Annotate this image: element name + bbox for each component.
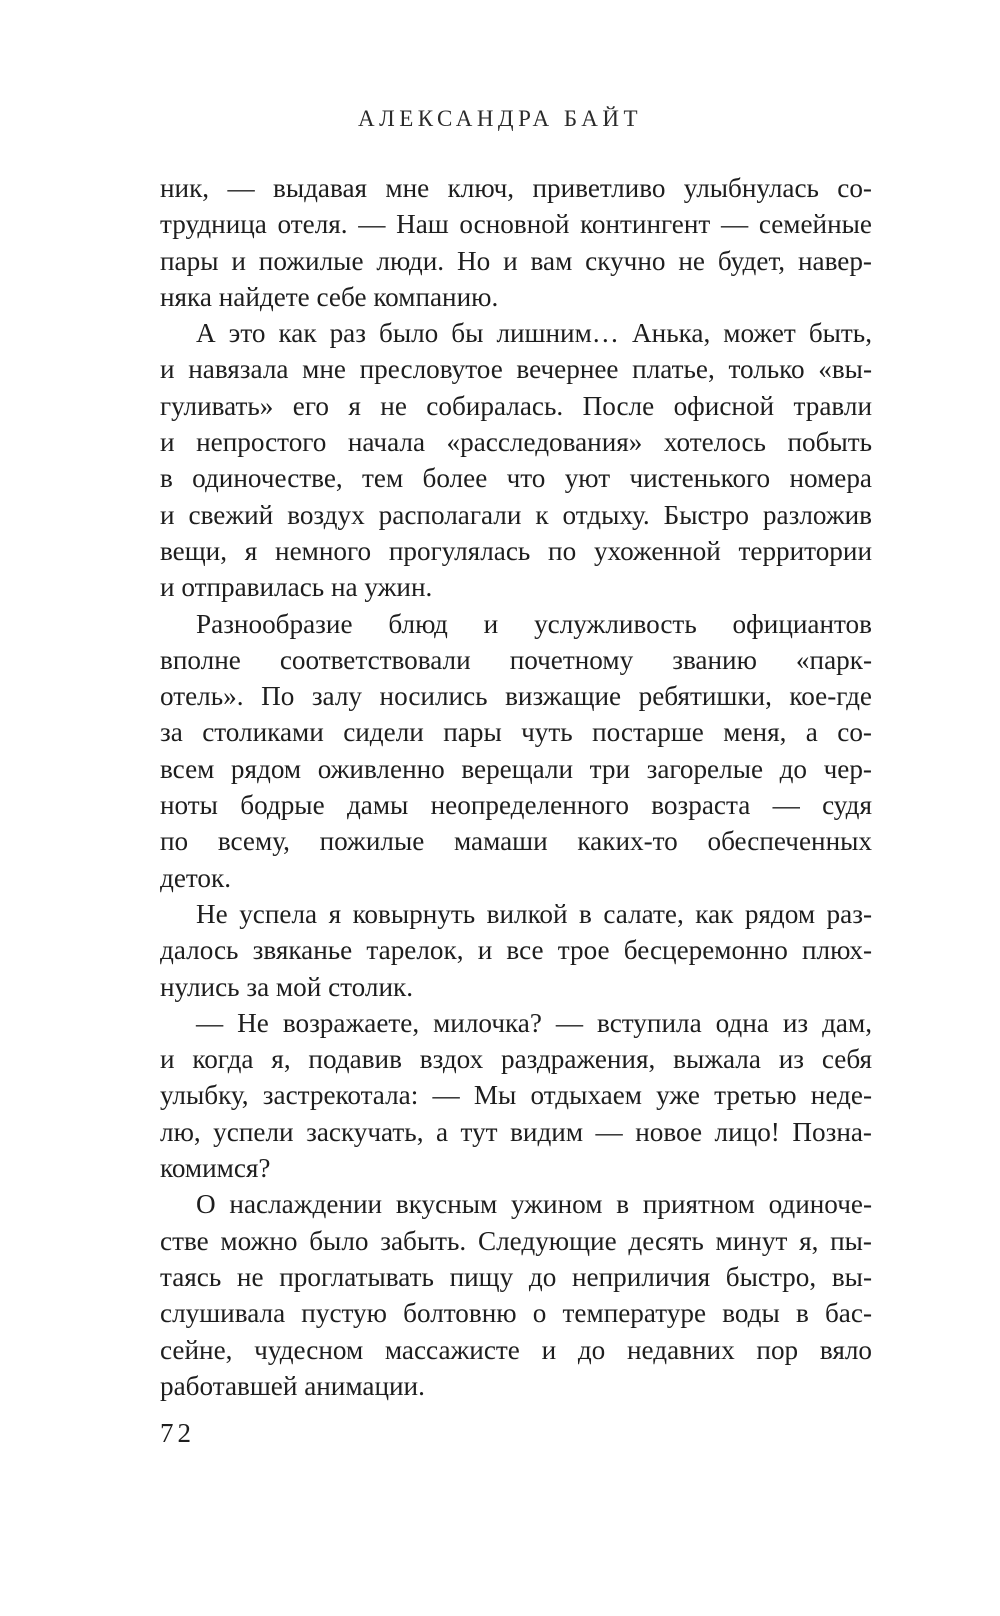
- text-line: няка найдете себе компанию.: [160, 281, 499, 312]
- text-line: отель». По залу носились визжащие ребятишки, кое-где: [160, 681, 872, 712]
- text-line: таясь не проглатывать пищу до неприличия быстро, вы-: [160, 1261, 872, 1292]
- paragraph-5-dialogue: [160, 1005, 872, 1186]
- text-line: и отправилась на ужин.: [160, 572, 433, 603]
- text-line: и когда я, подавив вздох раздражения, выжала из себя: [160, 1044, 872, 1075]
- text-line: О наслаждении вкусным ужином в приятном одиноче-: [196, 1189, 872, 1220]
- body-text: [160, 170, 872, 1404]
- text-line: деток.: [160, 862, 232, 893]
- text-line: стве можно было забыть. Следующие десять минут я, пы-: [160, 1225, 872, 1256]
- text-line: работавшей анимации.: [160, 1370, 425, 1401]
- text-line: улыбку, застрекотала: — Мы отдыхаем уже третью неде-: [160, 1080, 872, 1111]
- text-line: лю, успели заскучать, а тут видим — новое лицо! Позна-: [160, 1116, 872, 1147]
- text-line: — Не возражаете, милочка? — вступила одна из дам,: [196, 1007, 872, 1038]
- text-line: Не успела я ковырнуть вилкой в салате, как рядом раз-: [196, 898, 872, 929]
- text-line: гуливать» его я не собиралась. После офисной травли: [160, 390, 872, 421]
- paragraph-1: [160, 170, 872, 315]
- text-line: нулись за мой столик.: [160, 971, 414, 1002]
- text-line: далось звяканье тарелок, и все трое бесцеремонно плюх-: [160, 935, 872, 966]
- text-line: и непростого начала «расследования» хотелось побыть: [160, 427, 872, 458]
- text-line: и свежий воздух располагали к отдыху. Быстро разложив: [160, 499, 872, 530]
- text-line: А это как раз было бы лишним… Анька, может быть,: [196, 318, 872, 349]
- text-line: пары и пожилые люди. Но и вам скучно не будет, навер-: [160, 245, 872, 276]
- text-line: в одиночестве, тем более что уют чистенького номера: [160, 463, 872, 494]
- paragraph-3: [160, 606, 872, 896]
- text-line: вполне соответствовали почетному званию «парк-: [160, 644, 872, 675]
- paragraph-4: [160, 896, 872, 1005]
- text-line: всем рядом оживленно верещали три загорелые до чер-: [160, 753, 872, 784]
- text-line: вещи, я немного прогулялась по ухоженной территории: [160, 535, 872, 566]
- paragraph-2: [160, 315, 872, 605]
- text-line: и навязала мне пресловутое вечернее платье, только «вы-: [160, 354, 872, 385]
- text-line: ник, — выдавая мне ключ, приветливо улыбнулась со-: [160, 173, 872, 203]
- text-line: слушивала пустую болтовню о температуре воды в бас-: [160, 1298, 872, 1329]
- text-line: по всему, пожилые мамаши каких-то обеспеченных: [160, 826, 872, 857]
- paragraph-6: [160, 1186, 872, 1404]
- text-line: Разнообразие блюд и услужливость официантов: [196, 608, 872, 639]
- text-line: трудница отеля. — Наш основной контингент — семейные: [160, 209, 872, 240]
- running-header: АЛЕКСАНДРА БАЙТ: [357, 106, 642, 131]
- text-line: ноты бодрые дамы неопределенного возраста — судя: [160, 790, 872, 821]
- text-line: за столиками сидели пары чуть постарше меня, а со-: [160, 717, 872, 748]
- text-line: комимся?: [160, 1153, 271, 1184]
- text-line: сейне, чудесном массажисте и до недавних пор вяло: [160, 1334, 872, 1365]
- page-number: 72: [160, 1418, 195, 1448]
